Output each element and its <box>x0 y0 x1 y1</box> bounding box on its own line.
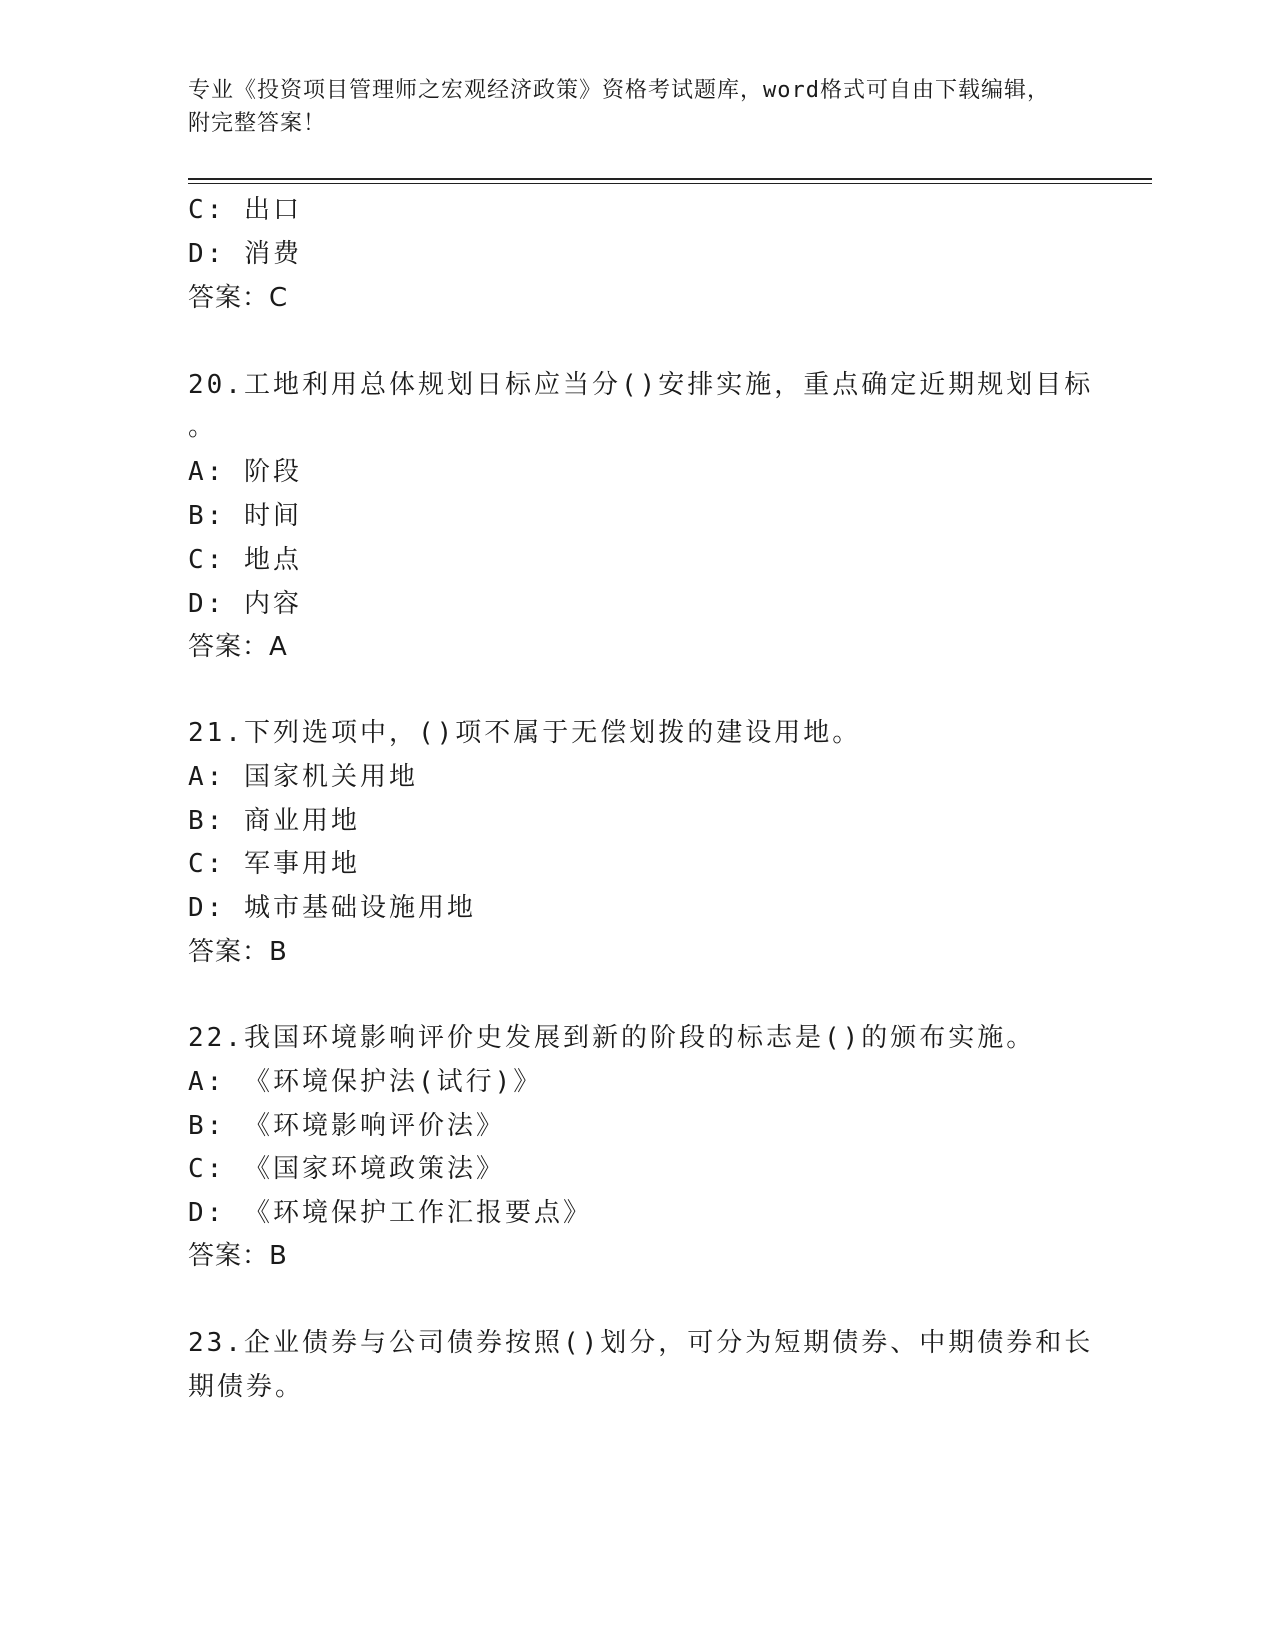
header-divider-thin <box>188 183 1152 184</box>
option-c: C: 出口 <box>188 195 302 225</box>
document-header: 专业《投资项目管理师之宏观经济政策》资格考试题库，word格式可自由下载编辑，附完整答案！ <box>188 78 1050 136</box>
question-20-stem: 20.工地利用总体规划日标应当分()安排实施，重点确定近期规划目标 <box>188 370 1094 400</box>
question-22-option-a: A: 《环境保护法(试行)》 <box>188 1067 543 1097</box>
question-21-option-b: B: 商业用地 <box>188 806 360 836</box>
question-20-stem-tail: 。 <box>188 412 218 442</box>
question-20-option-b: B: 时间 <box>188 501 302 531</box>
question-23-stem: 23.企业债券与公司债券按照()划分，可分为短期债券、中期债券和长 <box>188 1328 1094 1358</box>
question-20-answer: 答案：A <box>188 632 288 662</box>
question-22-answer: 答案：B <box>188 1241 288 1271</box>
question-22-option-c: C: 《国家环境政策法》 <box>188 1154 505 1184</box>
question-22-stem: 22.我国环境影响评价史发展到新的阶段的标志是()的颁布实施。 <box>188 1023 1036 1053</box>
question-21-option-d: D: 城市基础设施用地 <box>188 893 476 923</box>
question-21-option-c: C: 军事用地 <box>188 849 360 879</box>
question-23-stem-tail: 期债券。 <box>188 1372 305 1402</box>
question-22-option-b: B: 《环境影响评价法》 <box>188 1111 505 1141</box>
question-21-answer: 答案：B <box>188 937 288 967</box>
question-22-option-d: D: 《环境保护工作汇报要点》 <box>188 1198 592 1228</box>
answer: 答案：C <box>188 283 289 313</box>
option-d: D: 消费 <box>188 239 302 269</box>
question-20-option-d: D: 内容 <box>188 589 302 619</box>
question-20-option-c: C: 地点 <box>188 545 302 575</box>
question-21-stem: 21.下列选项中，()项不属于无偿划拨的建设用地。 <box>188 718 862 748</box>
header-divider-thick <box>188 178 1152 180</box>
question-21-option-a: A: 国家机关用地 <box>188 762 418 792</box>
question-20-option-a: A: 阶段 <box>188 457 302 487</box>
